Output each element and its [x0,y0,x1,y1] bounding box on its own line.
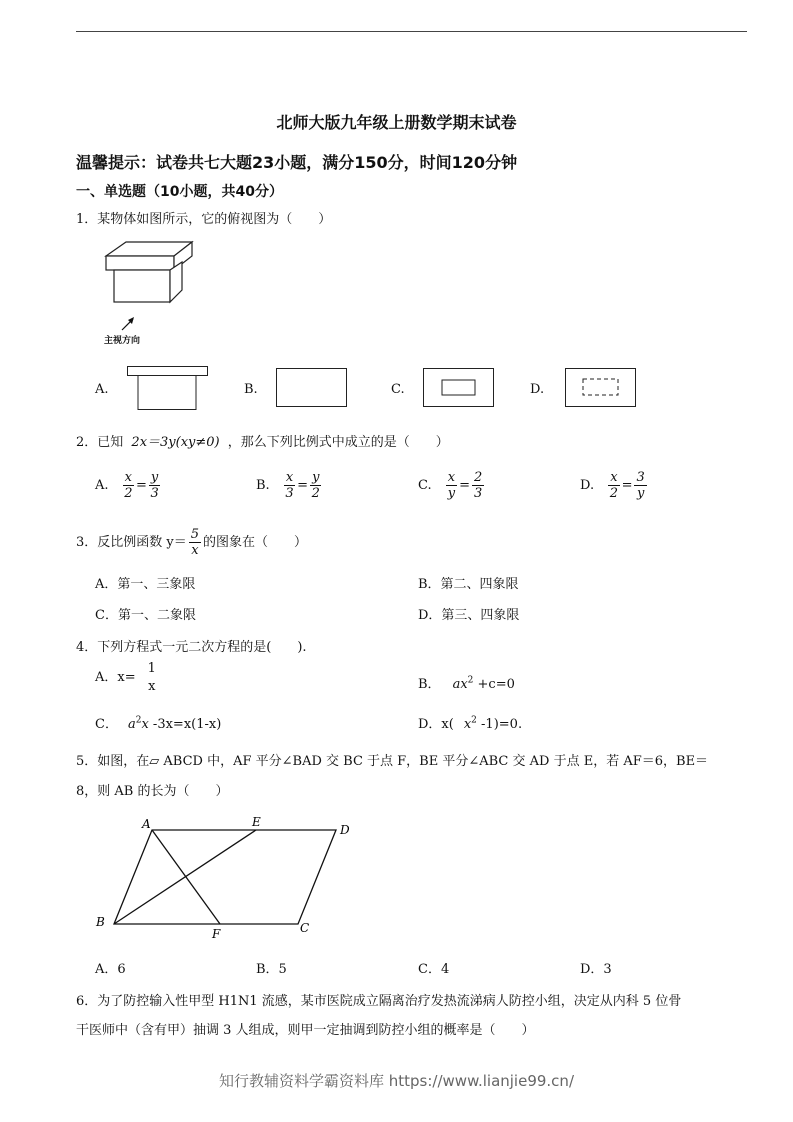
footer-watermark: 知行教辅资料学霸资料库 https://www.lianjie99.cn/ [219,1072,574,1090]
q4-option-c[interactable]: C． $a^2x$ -3x=x(1-x) [95,715,222,732]
question-5-line-2: 8，则 AB 的长为（ ） [76,784,229,799]
q1-option-a-figure [127,366,209,412]
question-1-text: 1．某物体如图所示，它的俯视图为（ ） [76,212,332,227]
q5-option-d[interactable]: D．3 [580,962,612,977]
q5-option-b[interactable]: B．5 [256,962,287,977]
q1-option-d-label: D. [530,382,545,397]
q1-option-c-label: C. [391,382,405,397]
question-6-line-1: 6．为了防控输入性甲型 H1N1 流感，某市医院成立隔离治疗发热流涕病人防控小组，决定从内科 5 位骨 [76,994,682,1009]
section-heading: 一、单选题（10小题，共40分） [76,184,283,200]
q4-option-b[interactable]: B． $ax^2 +c=0$ [418,675,515,692]
q1-option-b-label: B. [244,382,258,397]
question-3-text: 3．反比例函数 y＝ $\frac{5}{x}$ 的图象在（ ） [76,527,308,558]
header-rule [76,31,747,32]
view-direction-arrow-icon [120,316,140,332]
label-d: D [340,823,350,837]
q4-option-d[interactable]: D．x( $x^2$ -1)=0. [418,715,523,732]
label-c: C [300,921,310,935]
exam-tip: 温馨提示：试卷共七大题23小题，满分150分，时间120分钟 [76,153,518,172]
label-e: E [252,815,261,829]
q2-option-c[interactable]: C. $\frac{x}{y}$ = $\frac{2}{3}$ [418,470,483,501]
q2-condition: 2x＝3y(xy≠0) [131,435,220,450]
q2-option-a[interactable]: A. $\frac{x}{2}$ = $\frac{y}{3}$ [95,470,159,501]
q5-option-a[interactable]: A．6 [95,962,126,977]
q1-option-c-figure [423,368,495,408]
q5-option-c[interactable]: C．4 [418,962,450,977]
q3-option-d[interactable]: D．第三、四象限 [418,608,520,623]
q3-option-b[interactable]: B．第二、四象限 [418,577,519,592]
question-2-text: 2．已知 2x＝3y(xy≠0) ，那么下列比例式中成立的是（ ） [76,435,449,450]
question-4-text: 4．下列方程式一元二次方程的是( ). [76,640,307,655]
label-b: B [96,915,105,929]
page-title: 北师大版九年级上册数学期末试卷 [276,113,517,132]
label-a: A [142,817,151,831]
q5-parallelogram-figure [90,812,360,942]
q3-option-a[interactable]: A．第一、三象限 [95,577,196,592]
label-f: F [212,927,221,941]
q3-option-c[interactable]: C．第一、二象限 [95,608,196,623]
question-5-line-1: 5．如图，在▱ ABCD 中，AF 平分∠BAD 交 BC 于点 F，BE 平分∠ABC 交 AD 于点 E，若 AF＝6，BE＝ [76,754,709,769]
q4-option-a[interactable]: A．x= 1 x [95,661,156,694]
q1-option-b-figure [276,368,348,408]
question-6-line-2: 干医师中（含有甲）抽调 3 人组成，则甲一定抽调到防控小组的概率是（ ） [76,1023,535,1038]
q1-solid-figure [100,240,200,310]
q1-option-a-label: A. [95,382,109,397]
q2-option-b[interactable]: B. $\frac{x}{3}$ = $\frac{y}{2}$ [256,470,320,501]
q1-option-d-figure [565,368,637,408]
q2-option-d[interactable]: D. $\frac{x}{2}$ = $\frac{3}{y}$ [580,470,645,501]
view-direction-label: 主视方向 [104,336,141,346]
